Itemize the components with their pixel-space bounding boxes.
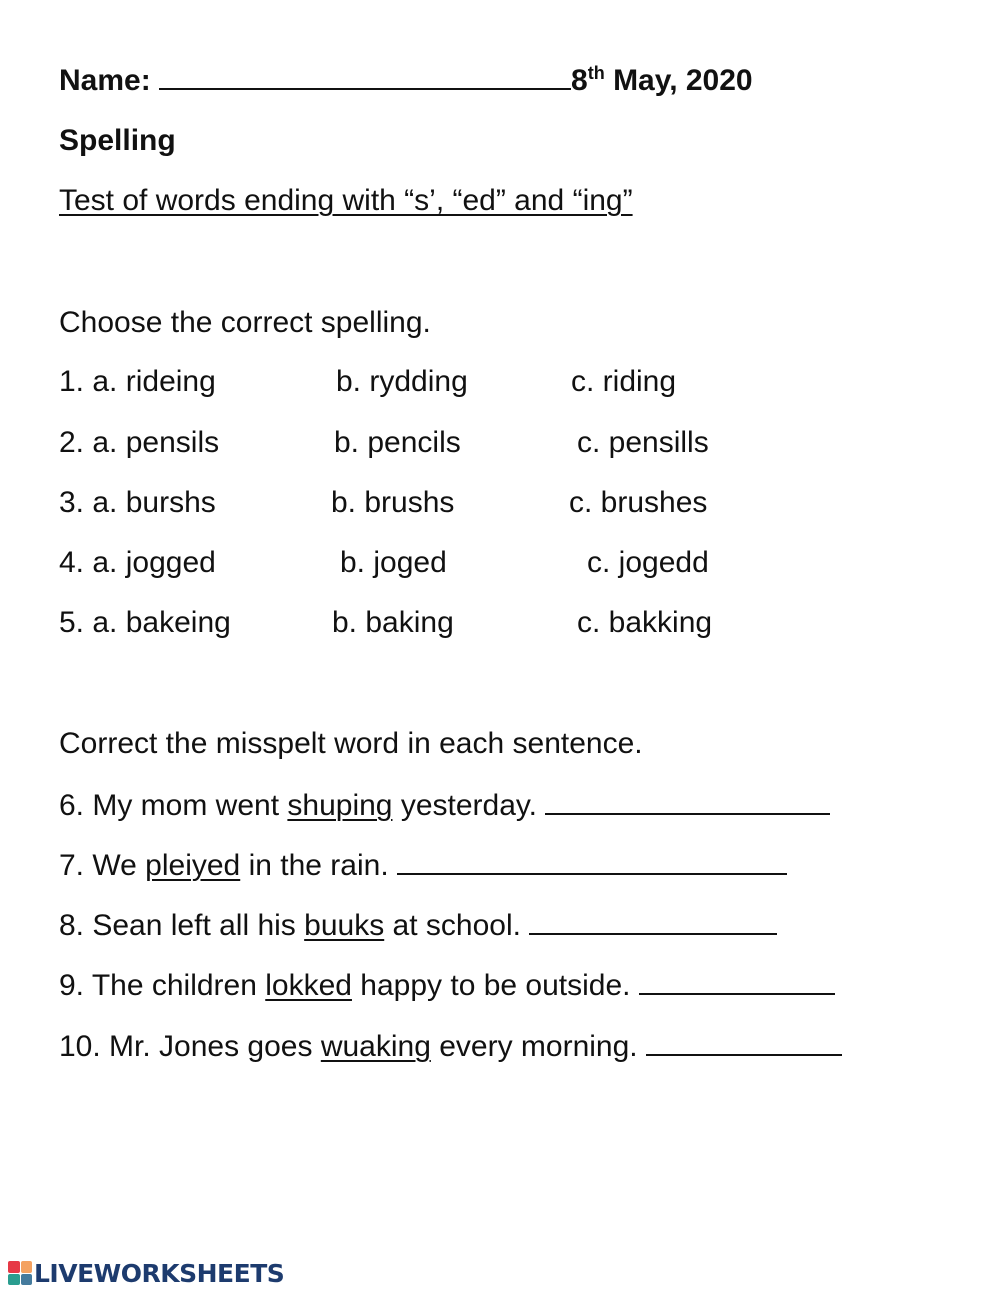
sentence-6	[59, 787, 830, 824]
answer-blank[interactable]	[397, 847, 787, 875]
misspelt-word: wuaking	[320, 1030, 431, 1063]
answer-blank[interactable]	[545, 787, 830, 815]
sentence-text: 7. We	[59, 849, 146, 882]
sentence-text: yesterday.	[392, 789, 546, 822]
sentence-text: 10. Mr. Jones goes	[59, 1030, 321, 1063]
question-2-b[interactable]: b. pencils	[334, 426, 461, 459]
answer-blank[interactable]	[639, 967, 835, 995]
question-1-a[interactable]	[59, 364, 216, 400]
option-a: a. pensils	[92, 426, 220, 459]
option-a: a. rideing	[92, 365, 216, 398]
sentence-text: happy to be outside.	[351, 969, 639, 1002]
date-suffix: th	[587, 63, 605, 83]
question-number: 2.	[59, 426, 85, 459]
sentence-8	[59, 907, 777, 944]
question-4-c[interactable]: c. jogedd	[587, 546, 709, 579]
question-4-b[interactable]: b. joged	[340, 546, 447, 579]
logo-square-4	[21, 1274, 33, 1286]
logo-square-1	[8, 1261, 20, 1273]
sentence-text: 6. My mom went	[59, 789, 288, 822]
logo-square-2	[21, 1261, 33, 1273]
question-1-b[interactable]: b. rydding	[336, 365, 468, 398]
question-3-b[interactable]: b. brushs	[331, 486, 455, 519]
logo-mark-icon	[8, 1261, 32, 1285]
name-label: Name:	[59, 64, 151, 97]
sentence-10	[59, 1028, 842, 1065]
sentence-text: at school.	[384, 909, 530, 942]
sentence-text: every morning.	[430, 1030, 646, 1063]
sentence-text: 9. The children	[59, 969, 266, 1002]
question-2-a[interactable]	[59, 425, 219, 461]
question-number: 1.	[59, 365, 85, 398]
date-day: 8	[571, 64, 588, 97]
sentence-text: in the rain.	[240, 849, 397, 882]
answer-blank[interactable]	[646, 1028, 842, 1056]
name-blank[interactable]	[159, 62, 571, 90]
date-rest: May, 2020	[604, 64, 753, 97]
question-2-c[interactable]: c. pensills	[577, 426, 709, 459]
question-3-a[interactable]	[59, 485, 216, 521]
subject-heading: Spelling	[59, 124, 176, 157]
sentence-text: 8. Sean left all his	[59, 909, 305, 942]
option-a: a. burshs	[92, 486, 216, 519]
question-number: 3.	[59, 486, 85, 519]
section1-instruction: Choose the correct spelling.	[59, 306, 431, 339]
question-5-a[interactable]	[59, 605, 231, 641]
misspelt-word: shuping	[287, 789, 393, 822]
misspelt-word: buuks	[304, 909, 385, 942]
section2-instruction: Correct the misspelt word in each sentence.	[59, 727, 643, 760]
option-a: a. jogged	[92, 546, 216, 579]
logo-square-3	[8, 1274, 20, 1286]
liveworksheets-logo[interactable]	[8, 1258, 284, 1288]
name-date-line	[59, 62, 753, 99]
question-number: 5.	[59, 606, 85, 639]
sentence-7	[59, 847, 787, 884]
option-a: a. bakeing	[92, 606, 231, 639]
misspelt-word: pleiyed	[145, 849, 241, 882]
question-number: 4.	[59, 546, 85, 579]
question-5-b[interactable]: b. baking	[332, 606, 454, 639]
sentence-9	[59, 967, 835, 1004]
answer-blank[interactable]	[529, 907, 777, 935]
question-4-a[interactable]	[59, 545, 216, 581]
question-3-c[interactable]: c. brushes	[569, 486, 708, 519]
logo-text: LIVEWORKSHEETS	[34, 1258, 285, 1288]
question-5-c[interactable]: c. bakking	[577, 606, 713, 639]
question-1-c[interactable]: c. riding	[571, 365, 677, 398]
misspelt-word: lokked	[265, 969, 352, 1002]
test-title: Test of words ending with “s’, “ed” and “ing”	[59, 184, 633, 217]
